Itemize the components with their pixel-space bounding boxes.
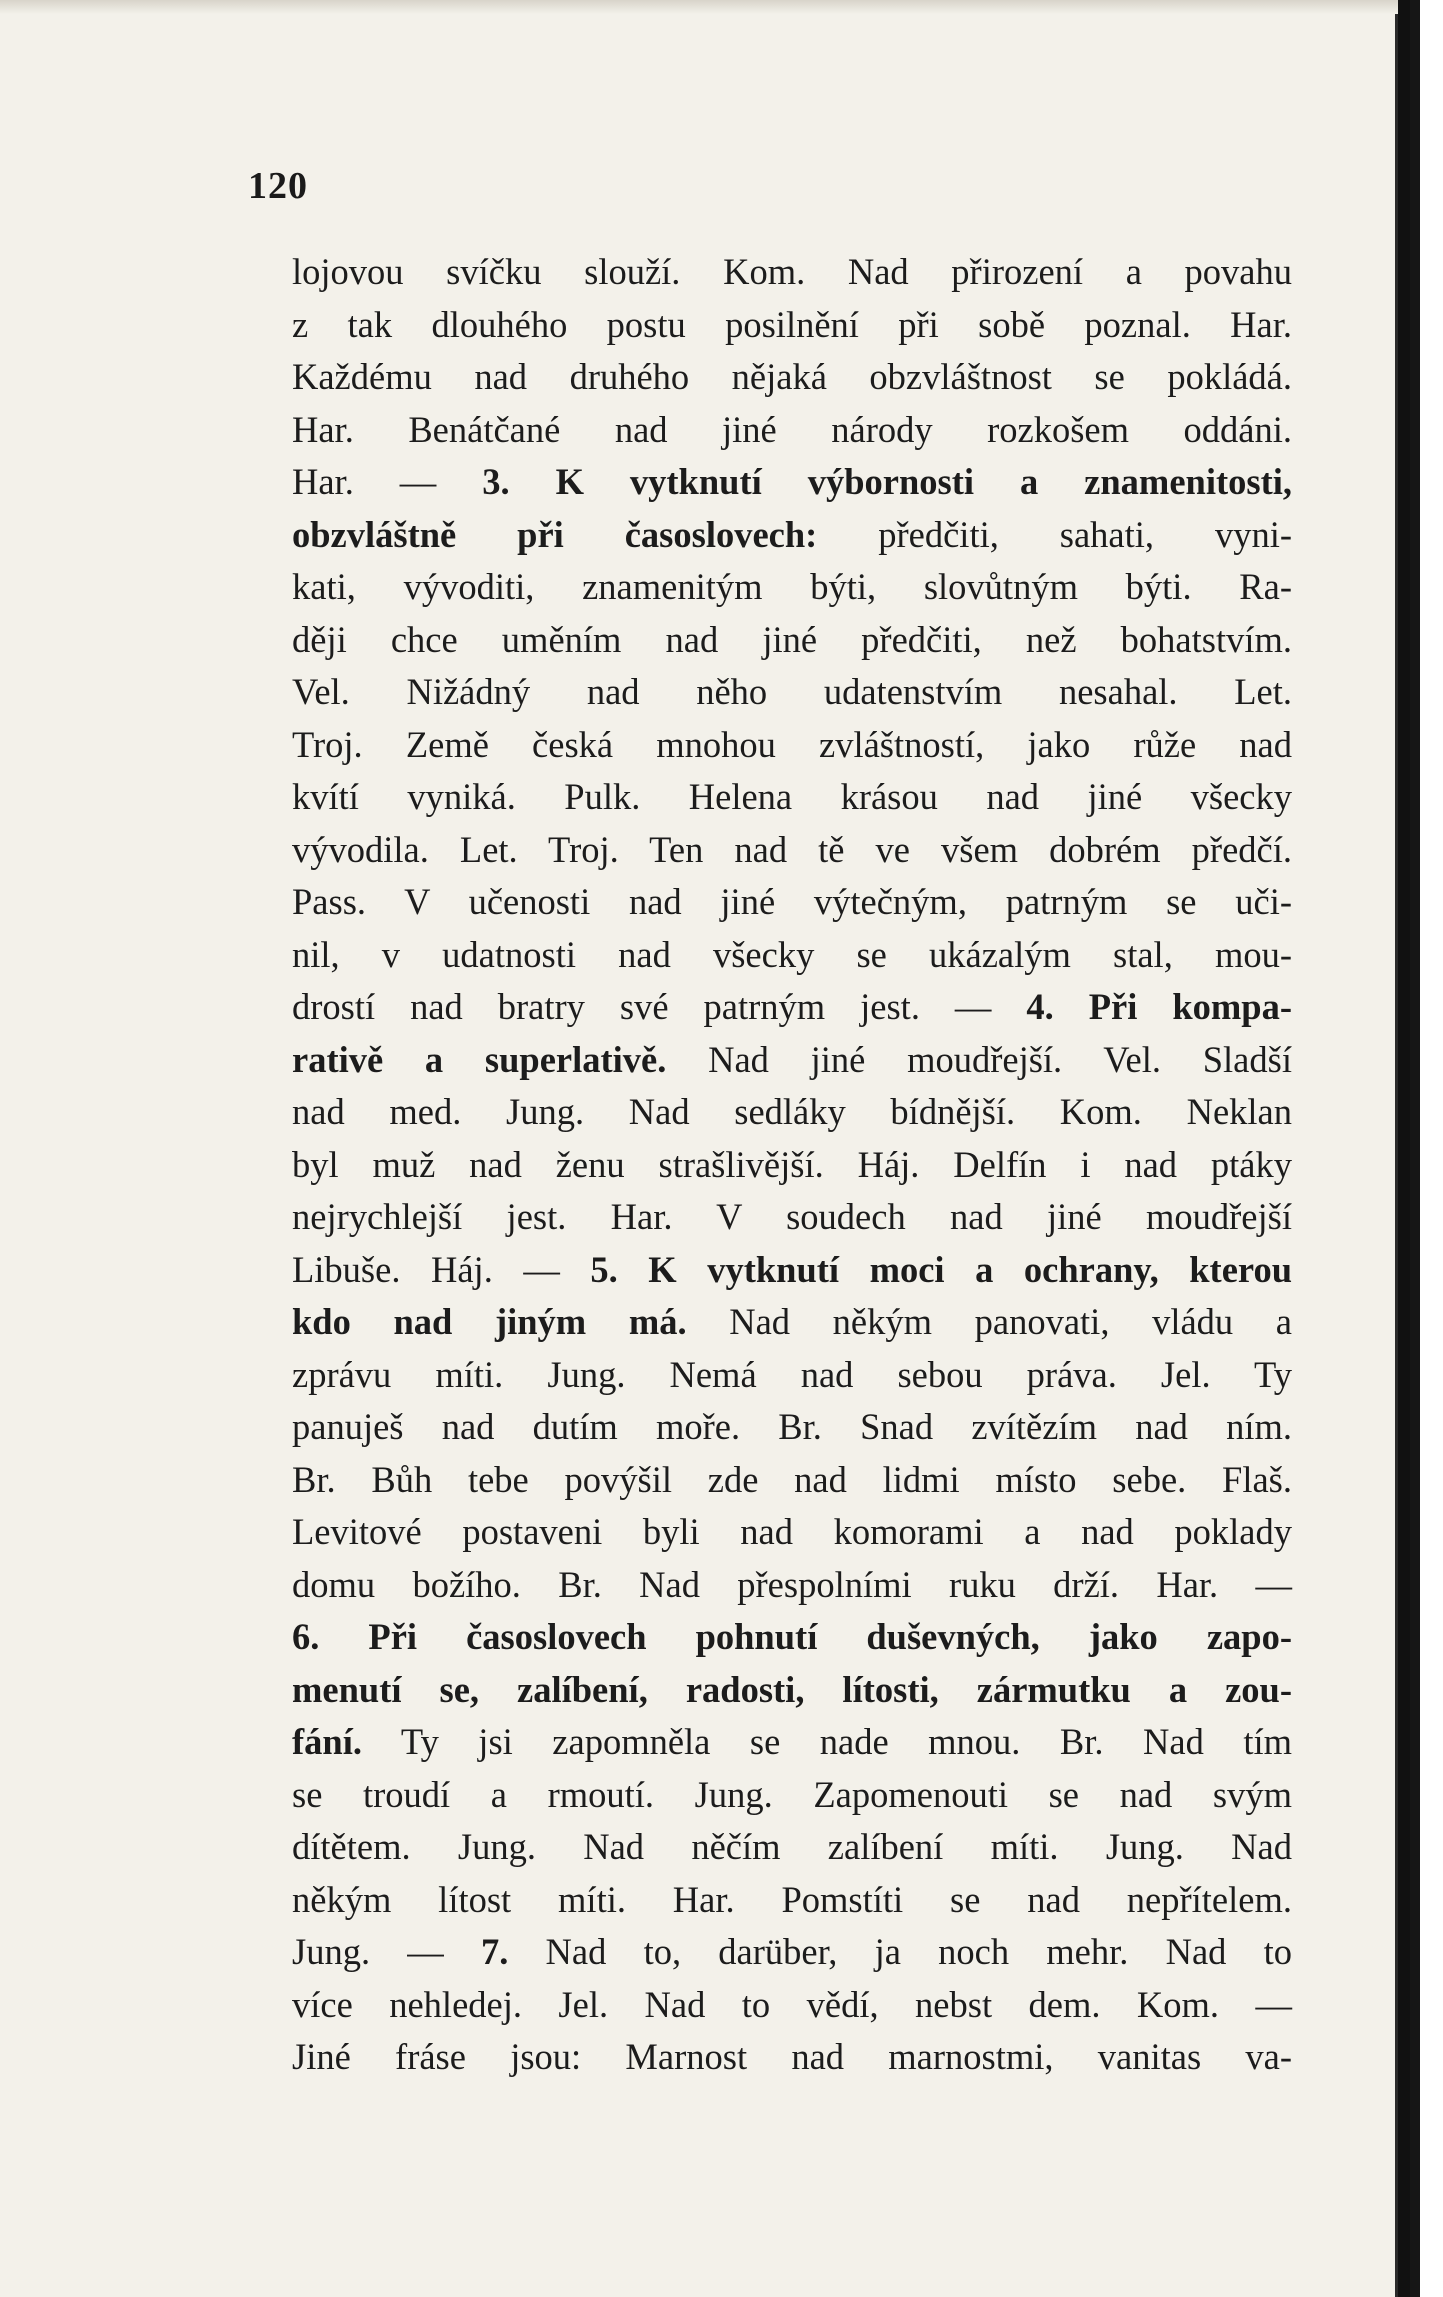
- text-segment: nad med. Jung. Nad sedláky bídnější. Kom. Neklan: [292, 1091, 1292, 1132]
- text-segment: předčiti, sahati, vyni-: [817, 513, 1292, 555]
- text-line: [292, 2031, 1292, 2084]
- text-line: [292, 1454, 1292, 1507]
- text-segment: Jiné fráse jsou: Marnost nad marnostmi, vanitas va-: [292, 2036, 1292, 2077]
- text-line: [292, 351, 1292, 404]
- text-segment: dítětem. Jung. Nad něčím zalíbení míti. Jung. Nad: [292, 1826, 1292, 1867]
- text-line: [292, 824, 1292, 877]
- text-segment: nil, v udatnosti nad všecky se ukázalým stal, mou-: [292, 933, 1292, 975]
- bold-text-segment: 5. K vytknutí moci a ochrany, kterou: [590, 1248, 1292, 1290]
- text-line: [292, 509, 1292, 562]
- text-segment: Pass. V učenosti nad jiné výtečným, patrným se uči-: [292, 881, 1292, 922]
- bold-text-segment: rativě a superlativě.: [292, 1038, 667, 1080]
- text-line: [292, 719, 1292, 772]
- text-segment: se troudí a rmoutí. Jung. Zapomenouti se nad svým: [292, 1773, 1292, 1815]
- text-segment: Nad někým panovati, vládu a: [686, 1301, 1292, 1342]
- text-line: [292, 876, 1292, 929]
- text-line: [292, 1401, 1292, 1454]
- text-line: [292, 1139, 1292, 1192]
- text-line: [292, 1664, 1292, 1717]
- text-segment: ději chce uměním nad jiné předčiti, než bohatstvím.: [292, 618, 1292, 660]
- text-line: [292, 299, 1292, 352]
- text-line: [292, 1979, 1292, 2032]
- text-segment: Troj. Země česká mnohou zvláštností, jako růže nad: [292, 723, 1292, 765]
- text-line: [292, 1191, 1292, 1244]
- text-line: [292, 614, 1292, 667]
- text-segment: Nad to, darüber, ja noch mehr. Nad to: [508, 1931, 1292, 1972]
- text-line: [292, 1716, 1292, 1769]
- text-line: [292, 1086, 1292, 1139]
- page-number: 120: [248, 165, 308, 207]
- text-line: [292, 1611, 1292, 1664]
- text-line: [292, 1034, 1292, 1087]
- text-segment: domu božího. Br. Nad přespolními ruku drží. Har. —: [292, 1563, 1292, 1605]
- text-segment: Har. Benátčané nad jiné národy rozkošem oddáni.: [292, 408, 1292, 450]
- text-line: [292, 666, 1292, 719]
- text-segment: drostí nad bratry své patrným jest. —: [292, 986, 1027, 1027]
- text-line: [292, 246, 1292, 299]
- page-top-shadow: [0, 0, 1398, 14]
- text-segment: Ty jsi zapomněla se nade mnou. Br. Nad tím: [361, 1721, 1292, 1762]
- bold-text-segment: 6. Při časoslovech pohnutí duševných, jako zapo-: [292, 1616, 1292, 1657]
- text-line: [292, 1874, 1292, 1927]
- bold-text-segment: 7.: [480, 1931, 509, 1972]
- text-line: [292, 1559, 1292, 1612]
- text-segment: panuješ nad dutím moře. Br. Snad zvítězím nad ním.: [292, 1406, 1292, 1447]
- text-segment: více nehledej. Jel. Nad to vědí, nebst dem. Kom. —: [292, 1983, 1292, 2025]
- text-segment: Libuše. Háj. —: [292, 1248, 591, 1290]
- text-segment: zprávu míti. Jung. Nemá nad sebou práva. Jel. Ty: [292, 1353, 1292, 1395]
- text-line: [292, 981, 1292, 1034]
- text-segment: někým lítost míti. Har. Pomstíti se nad nepřítelem.: [292, 1878, 1292, 1920]
- text-segment: Vel. Nižádný nad něho udatenstvím nesahal. Let.: [292, 671, 1292, 712]
- bold-text-segment: menutí se, zalíbení, radosti, lítosti, zármutku a zou-: [292, 1668, 1292, 1710]
- text-line: [292, 1769, 1292, 1822]
- text-segment: kati, vývoditi, znamenitým býti, slovůtným býti. Ra-: [292, 566, 1292, 607]
- text-segment: Nad jiné moudřejší. Vel. Sladší: [666, 1038, 1292, 1080]
- text-segment: Har. —: [292, 461, 483, 502]
- bold-text-segment: fání.: [292, 1721, 362, 1762]
- text-line: [292, 456, 1292, 509]
- text-line: [292, 929, 1292, 982]
- bold-text-segment: 4. Při kompa-: [1026, 986, 1292, 1027]
- text-line: [292, 404, 1292, 457]
- text-segment: Br. Bůh tebe povýšil zde nad lidmi místo sebe. Flaš.: [292, 1458, 1292, 1500]
- page-text-body: [292, 246, 1292, 2084]
- text-line: [292, 1296, 1292, 1349]
- text-line: [292, 1926, 1292, 1979]
- text-segment: vývodila. Let. Troj. Ten nad tě ve všem dobrém předčí.: [292, 828, 1292, 870]
- bold-text-segment: kdo nad jiným má.: [292, 1301, 687, 1342]
- scan-right-edge: [1410, 0, 1443, 2297]
- text-segment: lojovou svíčku slouží. Kom. Nad přirození a povahu: [292, 251, 1292, 292]
- text-segment: nejrychlejší jest. Har. V soudech nad jiné moudřejší: [292, 1196, 1292, 1237]
- bold-text-segment: obzvláštně při časoslovech:: [292, 513, 818, 555]
- text-segment: byl muž nad ženu strašlivější. Háj. Delfín i nad ptáky: [292, 1143, 1292, 1185]
- bold-text-segment: 3. K vytknutí výbornosti a znamenitosti,: [482, 461, 1292, 502]
- text-line: [292, 771, 1292, 824]
- text-segment: Jung. —: [292, 1931, 481, 1972]
- text-line: [292, 1506, 1292, 1559]
- text-line: [292, 1244, 1292, 1297]
- text-line: [292, 1349, 1292, 1402]
- text-segment: Každému nad druhého nějaká obzvláštnost se pokládá.: [292, 356, 1292, 397]
- text-line: [292, 1821, 1292, 1874]
- text-segment: kvítí vyniká. Pulk. Helena krásou nad jiné všecky: [292, 776, 1292, 817]
- text-segment: z tak dlouhého postu posilnění při sobě poznal. Har.: [292, 303, 1292, 345]
- text-segment: Levitové postaveni byli nad komorami a nad poklady: [292, 1511, 1292, 1552]
- text-line: [292, 561, 1292, 614]
